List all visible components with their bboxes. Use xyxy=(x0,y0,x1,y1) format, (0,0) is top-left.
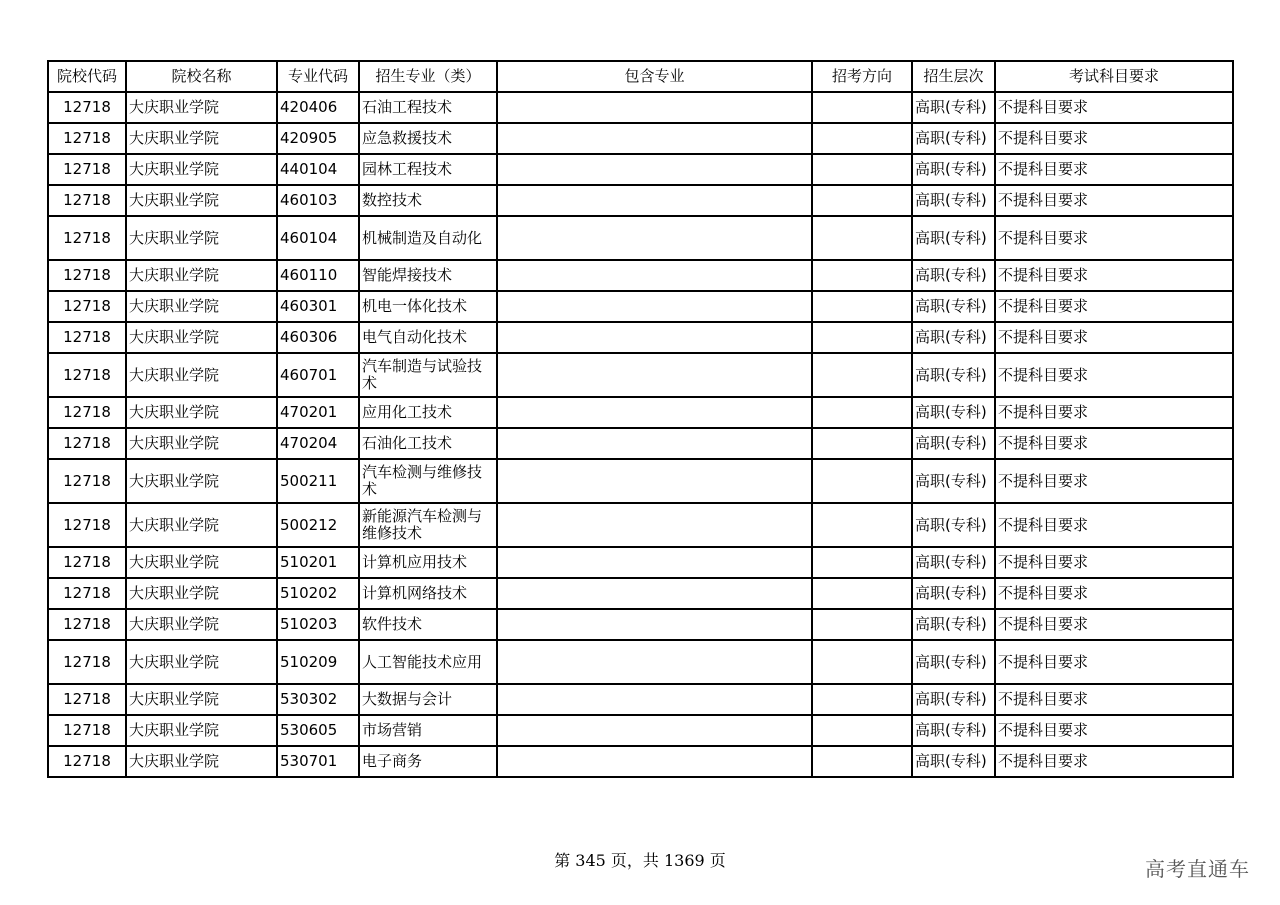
table-row xyxy=(48,260,1233,291)
cell-school-name: 大庆职业学院 xyxy=(126,216,277,260)
table-body xyxy=(48,92,1233,777)
cell-school-name: 大庆职业学院 xyxy=(126,547,277,578)
cell-major-code: 460110 xyxy=(277,260,359,291)
header-school-name: 院校名称 xyxy=(126,61,277,92)
table-row xyxy=(48,684,1233,715)
table-row xyxy=(48,578,1233,609)
table-row xyxy=(48,640,1233,684)
cell-includes xyxy=(497,578,812,609)
cell-major-code: 440104 xyxy=(277,154,359,185)
cell-major-code: 500211 xyxy=(277,459,359,503)
cell-major: 石油工程技术 xyxy=(359,92,497,123)
cell-direction xyxy=(812,578,912,609)
cell-requirement: 不提科目要求 xyxy=(995,92,1233,123)
cell-includes xyxy=(497,609,812,640)
cell-school-name: 大庆职业学院 xyxy=(126,609,277,640)
cell-major: 新能源汽车检测与维修技术 xyxy=(359,503,497,547)
cell-direction xyxy=(812,260,912,291)
cell-major: 园林工程技术 xyxy=(359,154,497,185)
cell-major-code: 510202 xyxy=(277,578,359,609)
cell-major-code: 510203 xyxy=(277,609,359,640)
cell-direction xyxy=(812,216,912,260)
cell-requirement: 不提科目要求 xyxy=(995,547,1233,578)
cell-major: 人工智能技术应用 xyxy=(359,640,497,684)
cell-school-code: 12718 xyxy=(48,353,126,397)
cell-level: 高职(专科) xyxy=(912,640,995,684)
cell-major: 大数据与会计 xyxy=(359,684,497,715)
cell-includes xyxy=(497,322,812,353)
cell-includes xyxy=(497,397,812,428)
cell-direction xyxy=(812,746,912,777)
header-row xyxy=(48,61,1233,92)
cell-direction xyxy=(812,715,912,746)
header-school-code: 院校代码 xyxy=(48,61,126,92)
cell-school-name: 大庆职业学院 xyxy=(126,428,277,459)
cell-major-code: 460301 xyxy=(277,291,359,322)
table-row xyxy=(48,154,1233,185)
cell-requirement: 不提科目要求 xyxy=(995,715,1233,746)
cell-major: 电气自动化技术 xyxy=(359,322,497,353)
cell-direction xyxy=(812,92,912,123)
cell-school-code: 12718 xyxy=(48,428,126,459)
table-row xyxy=(48,216,1233,260)
cell-school-code: 12718 xyxy=(48,260,126,291)
cell-level: 高职(专科) xyxy=(912,503,995,547)
cell-major: 机电一体化技术 xyxy=(359,291,497,322)
cell-includes xyxy=(497,547,812,578)
cell-major-code: 530701 xyxy=(277,746,359,777)
cell-school-code: 12718 xyxy=(48,684,126,715)
cell-requirement: 不提科目要求 xyxy=(995,185,1233,216)
cell-major: 石油化工技术 xyxy=(359,428,497,459)
cell-school-name: 大庆职业学院 xyxy=(126,185,277,216)
table-row xyxy=(48,609,1233,640)
cell-major: 软件技术 xyxy=(359,609,497,640)
cell-includes xyxy=(497,715,812,746)
cell-school-code: 12718 xyxy=(48,746,126,777)
cell-school-name: 大庆职业学院 xyxy=(126,640,277,684)
cell-includes xyxy=(497,260,812,291)
cell-major: 汽车制造与试验技术 xyxy=(359,353,497,397)
header-major: 招生专业（类） xyxy=(359,61,497,92)
cell-level: 高职(专科) xyxy=(912,260,995,291)
cell-major-code: 460306 xyxy=(277,322,359,353)
cell-school-name: 大庆职业学院 xyxy=(126,578,277,609)
watermark-text: 高考直通车 xyxy=(1145,857,1250,881)
cell-major: 数控技术 xyxy=(359,185,497,216)
cell-direction xyxy=(812,428,912,459)
cell-major: 应急救援技术 xyxy=(359,123,497,154)
cell-major: 计算机应用技术 xyxy=(359,547,497,578)
cell-level: 高职(专科) xyxy=(912,185,995,216)
cell-requirement: 不提科目要求 xyxy=(995,459,1233,503)
header-major-code: 专业代码 xyxy=(277,61,359,92)
cell-level: 高职(专科) xyxy=(912,459,995,503)
cell-major-code: 500212 xyxy=(277,503,359,547)
cell-major-code: 530605 xyxy=(277,715,359,746)
table-row xyxy=(48,353,1233,397)
cell-school-name: 大庆职业学院 xyxy=(126,92,277,123)
cell-major: 机械制造及自动化 xyxy=(359,216,497,260)
table-row xyxy=(48,291,1233,322)
header-level: 招生层次 xyxy=(912,61,995,92)
cell-includes xyxy=(497,216,812,260)
cell-school-code: 12718 xyxy=(48,459,126,503)
cell-school-code: 12718 xyxy=(48,185,126,216)
cell-school-code: 12718 xyxy=(48,547,126,578)
header-includes: 包含专业 xyxy=(497,61,812,92)
cell-level: 高职(专科) xyxy=(912,547,995,578)
table-row xyxy=(48,322,1233,353)
cell-level: 高职(专科) xyxy=(912,154,995,185)
cell-requirement: 不提科目要求 xyxy=(995,428,1233,459)
cell-major-code: 530302 xyxy=(277,684,359,715)
cell-major-code: 460103 xyxy=(277,185,359,216)
cell-school-code: 12718 xyxy=(48,322,126,353)
table-row xyxy=(48,503,1233,547)
admissions-table xyxy=(47,60,1234,778)
cell-includes xyxy=(497,291,812,322)
cell-school-name: 大庆职业学院 xyxy=(126,260,277,291)
cell-school-name: 大庆职业学院 xyxy=(126,684,277,715)
table-row xyxy=(48,185,1233,216)
cell-direction xyxy=(812,609,912,640)
cell-includes xyxy=(497,459,812,503)
cell-level: 高职(专科) xyxy=(912,715,995,746)
cell-requirement: 不提科目要求 xyxy=(995,353,1233,397)
cell-major: 智能焊接技术 xyxy=(359,260,497,291)
cell-level: 高职(专科) xyxy=(912,322,995,353)
cell-direction xyxy=(812,353,912,397)
cell-school-name: 大庆职业学院 xyxy=(126,397,277,428)
cell-level: 高职(专科) xyxy=(912,684,995,715)
cell-includes xyxy=(497,154,812,185)
cell-direction xyxy=(812,185,912,216)
cell-school-name: 大庆职业学院 xyxy=(126,154,277,185)
cell-requirement: 不提科目要求 xyxy=(995,684,1233,715)
table-row xyxy=(48,92,1233,123)
table-row xyxy=(48,123,1233,154)
cell-level: 高职(专科) xyxy=(912,746,995,777)
cell-school-code: 12718 xyxy=(48,640,126,684)
cell-requirement: 不提科目要求 xyxy=(995,322,1233,353)
cell-direction xyxy=(812,123,912,154)
cell-requirement: 不提科目要求 xyxy=(995,154,1233,185)
cell-school-code: 12718 xyxy=(48,291,126,322)
cell-school-name: 大庆职业学院 xyxy=(126,322,277,353)
cell-major: 市场营销 xyxy=(359,715,497,746)
cell-school-name: 大庆职业学院 xyxy=(126,291,277,322)
cell-requirement: 不提科目要求 xyxy=(995,746,1233,777)
cell-level: 高职(专科) xyxy=(912,609,995,640)
cell-level: 高职(专科) xyxy=(912,216,995,260)
cell-school-code: 12718 xyxy=(48,715,126,746)
cell-school-name: 大庆职业学院 xyxy=(126,123,277,154)
cell-level: 高职(专科) xyxy=(912,578,995,609)
cell-school-code: 12718 xyxy=(48,578,126,609)
cell-level: 高职(专科) xyxy=(912,123,995,154)
cell-requirement: 不提科目要求 xyxy=(995,609,1233,640)
cell-includes xyxy=(497,746,812,777)
cell-direction xyxy=(812,640,912,684)
cell-direction xyxy=(812,684,912,715)
cell-major-code: 470201 xyxy=(277,397,359,428)
cell-includes xyxy=(497,185,812,216)
cell-school-code: 12718 xyxy=(48,397,126,428)
cell-direction xyxy=(812,547,912,578)
cell-level: 高职(专科) xyxy=(912,353,995,397)
cell-major: 电子商务 xyxy=(359,746,497,777)
cell-major-code: 510201 xyxy=(277,547,359,578)
cell-school-name: 大庆职业学院 xyxy=(126,353,277,397)
cell-school-code: 12718 xyxy=(48,123,126,154)
cell-major-code: 420406 xyxy=(277,92,359,123)
cell-major: 计算机网络技术 xyxy=(359,578,497,609)
cell-direction xyxy=(812,154,912,185)
cell-direction xyxy=(812,459,912,503)
cell-direction xyxy=(812,503,912,547)
cell-major: 应用化工技术 xyxy=(359,397,497,428)
cell-level: 高职(专科) xyxy=(912,92,995,123)
cell-requirement: 不提科目要求 xyxy=(995,260,1233,291)
cell-includes xyxy=(497,353,812,397)
table-row xyxy=(48,428,1233,459)
table-row xyxy=(48,547,1233,578)
page-number: 第 345 页，共 1369 页 xyxy=(554,851,726,870)
cell-major: 汽车检测与维修技术 xyxy=(359,459,497,503)
table-row xyxy=(48,397,1233,428)
cell-requirement: 不提科目要求 xyxy=(995,291,1233,322)
cell-requirement: 不提科目要求 xyxy=(995,123,1233,154)
cell-school-name: 大庆职业学院 xyxy=(126,503,277,547)
cell-includes xyxy=(497,503,812,547)
cell-requirement: 不提科目要求 xyxy=(995,578,1233,609)
cell-major-code: 510209 xyxy=(277,640,359,684)
cell-school-code: 12718 xyxy=(48,503,126,547)
cell-major-code: 460104 xyxy=(277,216,359,260)
cell-requirement: 不提科目要求 xyxy=(995,640,1233,684)
cell-level: 高职(专科) xyxy=(912,397,995,428)
cell-includes xyxy=(497,684,812,715)
cell-direction xyxy=(812,322,912,353)
header-requirement: 考试科目要求 xyxy=(995,61,1233,92)
table-row xyxy=(48,746,1233,777)
table-row xyxy=(48,459,1233,503)
cell-includes xyxy=(497,123,812,154)
cell-major-code: 420905 xyxy=(277,123,359,154)
cell-direction xyxy=(812,397,912,428)
cell-school-code: 12718 xyxy=(48,92,126,123)
cell-level: 高职(专科) xyxy=(912,291,995,322)
cell-requirement: 不提科目要求 xyxy=(995,397,1233,428)
cell-school-code: 12718 xyxy=(48,216,126,260)
cell-includes xyxy=(497,92,812,123)
cell-school-code: 12718 xyxy=(48,154,126,185)
cell-major-code: 460701 xyxy=(277,353,359,397)
cell-school-name: 大庆职业学院 xyxy=(126,746,277,777)
cell-includes xyxy=(497,640,812,684)
cell-major-code: 470204 xyxy=(277,428,359,459)
table-row xyxy=(48,715,1233,746)
cell-school-code: 12718 xyxy=(48,609,126,640)
header-direction: 招考方向 xyxy=(812,61,912,92)
cell-requirement: 不提科目要求 xyxy=(995,216,1233,260)
cell-level: 高职(专科) xyxy=(912,428,995,459)
cell-school-name: 大庆职业学院 xyxy=(126,715,277,746)
cell-school-name: 大庆职业学院 xyxy=(126,459,277,503)
cell-requirement: 不提科目要求 xyxy=(995,503,1233,547)
cell-includes xyxy=(497,428,812,459)
cell-direction xyxy=(812,291,912,322)
